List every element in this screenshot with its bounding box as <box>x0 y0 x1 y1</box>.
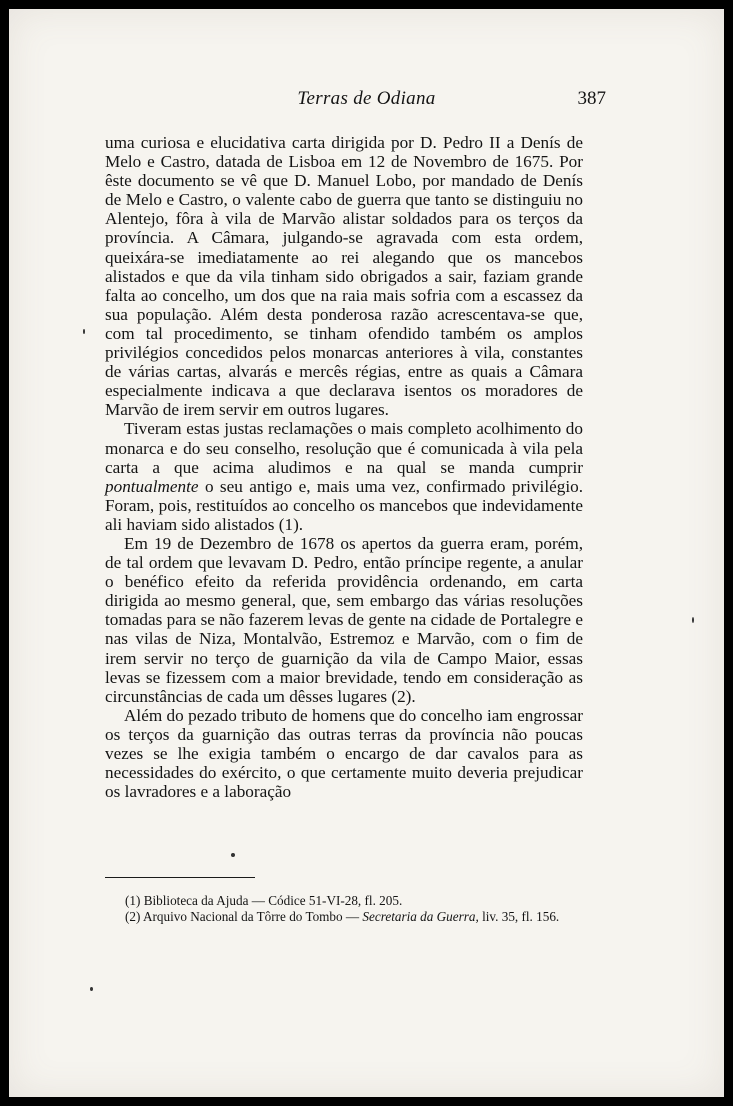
paragraph-3: Em 19 de Dezembro de 1678 os apertos da guerra eram, porém, de tal ordem que levavam D. Pedro, então príncipe regente, a anular o benéfico efeito da referida providência ordenando, em carta dirigida ao mesmo general, que, sem embargo das várias resoluções tomadas para se não fazerem levas de gente na cidade de Portalegre e nas vilas de Niza, Montalvão, Estremoz e Marvão, com o fim de irem servir no terço de guarnição da vila de Campo Maior, essas levas se fizessem com a maior brevidade, tendo em consideração as circunstâncias de cada um dêsses lugares (2). <box>105 533 583 706</box>
footnote-2 <box>105 909 583 925</box>
paragraph-2-after: o seu antigo e, mais uma vez, confirmado privilégio. Foram, pois, restituídos ao concelho os mancebos que indevidamente ali haviam sido alistados (1). <box>105 476 583 534</box>
scan-speck <box>83 329 85 334</box>
footnote-1-marker: (1) <box>125 893 141 908</box>
paragraph-4: Além do pezado tributo de homens que do concelho iam engrossar os terços da guarnição das outras terras da província não poucas vezes se lhe exigia também o encargo de dar cavalos para as necessidades do exército, o que certamente muito deveria prejudicar os lavradores e a laboração <box>105 705 583 802</box>
footnote-2-marker: (2) <box>125 909 141 924</box>
running-title: Terras de Odiana <box>297 88 436 109</box>
footnotes <box>105 893 583 925</box>
footnote-1 <box>105 893 583 909</box>
footnote-2-text: Arquivo Nacional da Tôrre do Tombo — <box>142 909 360 924</box>
running-head <box>9 88 724 112</box>
body-text <box>105 133 583 801</box>
footnote-2-work: Secretaria da Guerra, <box>362 909 479 924</box>
paragraph-2 <box>105 419 583 534</box>
footnote-2-ref: liv. 35, fl. 156. <box>482 909 560 924</box>
page-number: 387 <box>577 88 606 109</box>
scan-speck <box>90 987 93 991</box>
footnote-1-text: Biblioteca da Ajuda — Códice 51-VI-28, fl. 205. <box>143 893 403 908</box>
book-page <box>9 9 724 1097</box>
paragraph-2-before: Tiveram estas justas reclamações o mais completo acolhimento do monarca e do seu conselho, resolução que é comunicada à vila pela carta a que acima aludimos e na qual se manda cumprir <box>105 419 583 477</box>
paragraph-2-emphasis: pontualmente <box>105 476 199 496</box>
scan-speck <box>692 617 694 623</box>
footnote-rule <box>105 877 255 878</box>
scan-speck <box>231 853 235 857</box>
paragraph-1: uma curiosa e elucidativa carta dirigida por D. Pedro II a Denís de Melo e Castro, datada de Lisboa em 12 de Novembro de 1675. Por êste documento se vê que D. Manuel Lobo, por mandado de Denís de Melo e Castro, o valente cabo de guerra que tanto se distinguiu no Alentejo, fôra à vila de Marvão alistar soldados para os terços da província. A Câmara, julgando-se agravada com esta ordem, queixára-se imediatamente ao rei alegando que os mancebos alistados e que da vila tinham sido obrigados a sair, faziam grande falta ao concelho, um dos que na raia mais sofria com a escassez da sua população. Além desta ponderosa razão acrescentava-se que, com tal procedimento, se tinham ofendido também os amplos privilégios concedidos pelos monarcas anteriores à vila, constantes de várias cartas, alvarás e mercês régias, entre as quais a Câmara especialmente indicava a que declarava isentos os moradores de Marvão de irem servir em outros lugares. <box>105 133 583 420</box>
